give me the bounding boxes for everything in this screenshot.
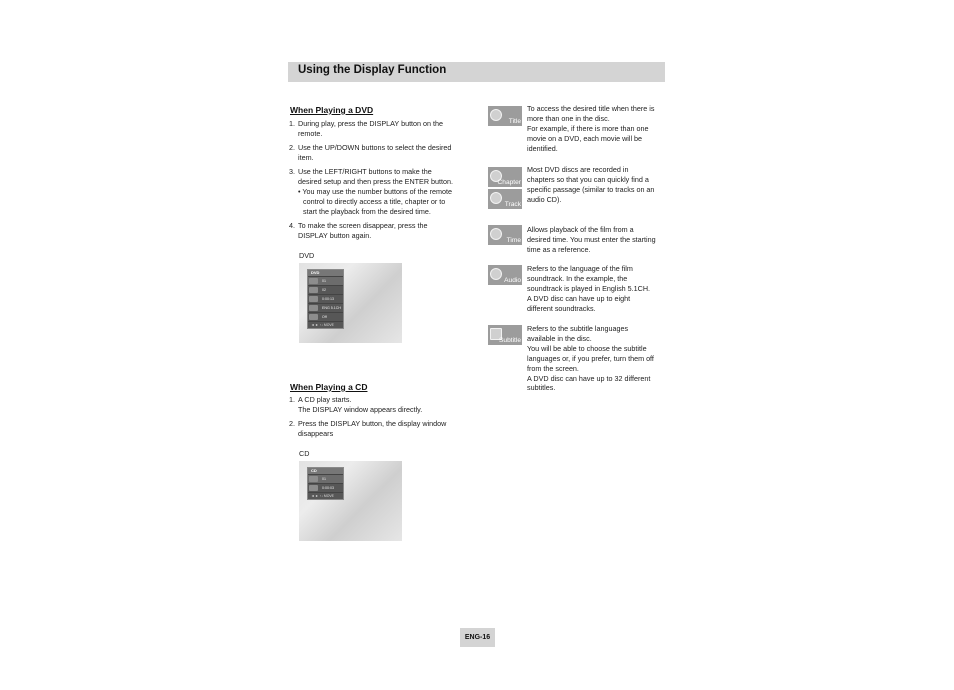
osd-footer: ◄ ► ↑↓ MOVE [308, 321, 343, 328]
chapter-icon [309, 287, 318, 293]
audio-glyph-icon [490, 268, 502, 280]
track-glyph-icon [490, 192, 502, 204]
cd-step-1: 1. A CD play starts. The DISPLAY window appears directly. [289, 395, 423, 414]
cd-display-screen [299, 461, 402, 541]
subtitle-icon [309, 314, 318, 320]
chapter-description: Most DVD discs are recorded in chapters so that you can quickly find a specific passage (similar to tracks on an audio CD). [527, 165, 655, 204]
osd-row-time: 0:00:13 [308, 294, 343, 303]
dvd-step-3: 3. Use the LEFT/RIGHT buttons to make the desired setup and then press the ENTER button. [289, 167, 454, 186]
cd-screen-caption: CD [299, 449, 310, 458]
osd-row-time: 0:00:03 [308, 483, 343, 492]
page-title: Using the Display Function [298, 64, 447, 76]
chapter-icon: Chapter [488, 167, 522, 187]
audio-description: Refers to the language of the film soundtrack. In the example, the soundtrack is played in English 5.1CH. A DVD disc can have up to eight different soundtracks. [527, 264, 651, 313]
time-icon: Time [488, 225, 522, 245]
time-icon [309, 296, 318, 302]
dvd-step-4: 4. To make the screen disappear, press the DISPLAY button again. [289, 221, 428, 240]
time-icon [309, 485, 318, 491]
osd-row-subtitle: Off [308, 312, 343, 321]
osd-header: CD [308, 468, 343, 474]
section-header-bar [288, 62, 665, 82]
dvd-screen-caption: DVD [299, 251, 315, 260]
track-icon: Track [488, 189, 522, 209]
page-number: ENG-16 [460, 628, 495, 647]
track-icon [309, 476, 318, 482]
dvd-display-screen [299, 263, 402, 343]
osd-row-chapter: 02 [308, 285, 343, 294]
cd-step-2: 2. Press the DISPLAY button, the display window disappears [289, 419, 447, 438]
dvd-section-title: When Playing a DVD [290, 105, 374, 115]
time-description: Allows playback of the film from a desired time. You must enter the starting time as a reference. [527, 225, 656, 254]
osd-footer: ◄ ► ↑↓ MOVE [308, 492, 343, 499]
osd-row-title: 01 [308, 276, 343, 285]
osd-row-audio: ENG 5.1CH [308, 303, 343, 312]
audio-icon [309, 305, 318, 311]
subtitle-description: Refers to the subtitle languages available in the disc. You will be able to choose the subtitle languages or, if you prefer, turn them off from the screen. A DVD disc can have up to 32 different subtitles. [527, 324, 654, 393]
subtitle-icon: Subtitle [488, 325, 522, 345]
title-icon [309, 278, 318, 284]
dvd-osd-panel [307, 269, 344, 329]
audio-icon: Audio [488, 265, 522, 285]
cd-osd-panel [307, 467, 344, 500]
osd-header: DVD [308, 270, 343, 276]
cd-section-title: When Playing a CD [290, 382, 368, 392]
time-glyph-icon [490, 228, 502, 240]
osd-row-track: 01 [308, 474, 343, 483]
title-description: To access the desired title when there is more than one in the disc. For example, if there is more than one movie on a DVD, each movie will be identified. [527, 104, 655, 153]
dvd-step-2: 2. Use the UP/DOWN buttons to select the desired item. [289, 143, 452, 162]
dvd-number-buttons-note: • You may use the number buttons of the remote control to directly access a title, chapter or to start the playback from the desired time. [298, 187, 452, 216]
dvd-step-1: 1. During play, press the DISPLAY button on the remote. [289, 119, 444, 138]
title-glyph-icon [490, 109, 502, 121]
title-icon: Title [488, 106, 522, 126]
